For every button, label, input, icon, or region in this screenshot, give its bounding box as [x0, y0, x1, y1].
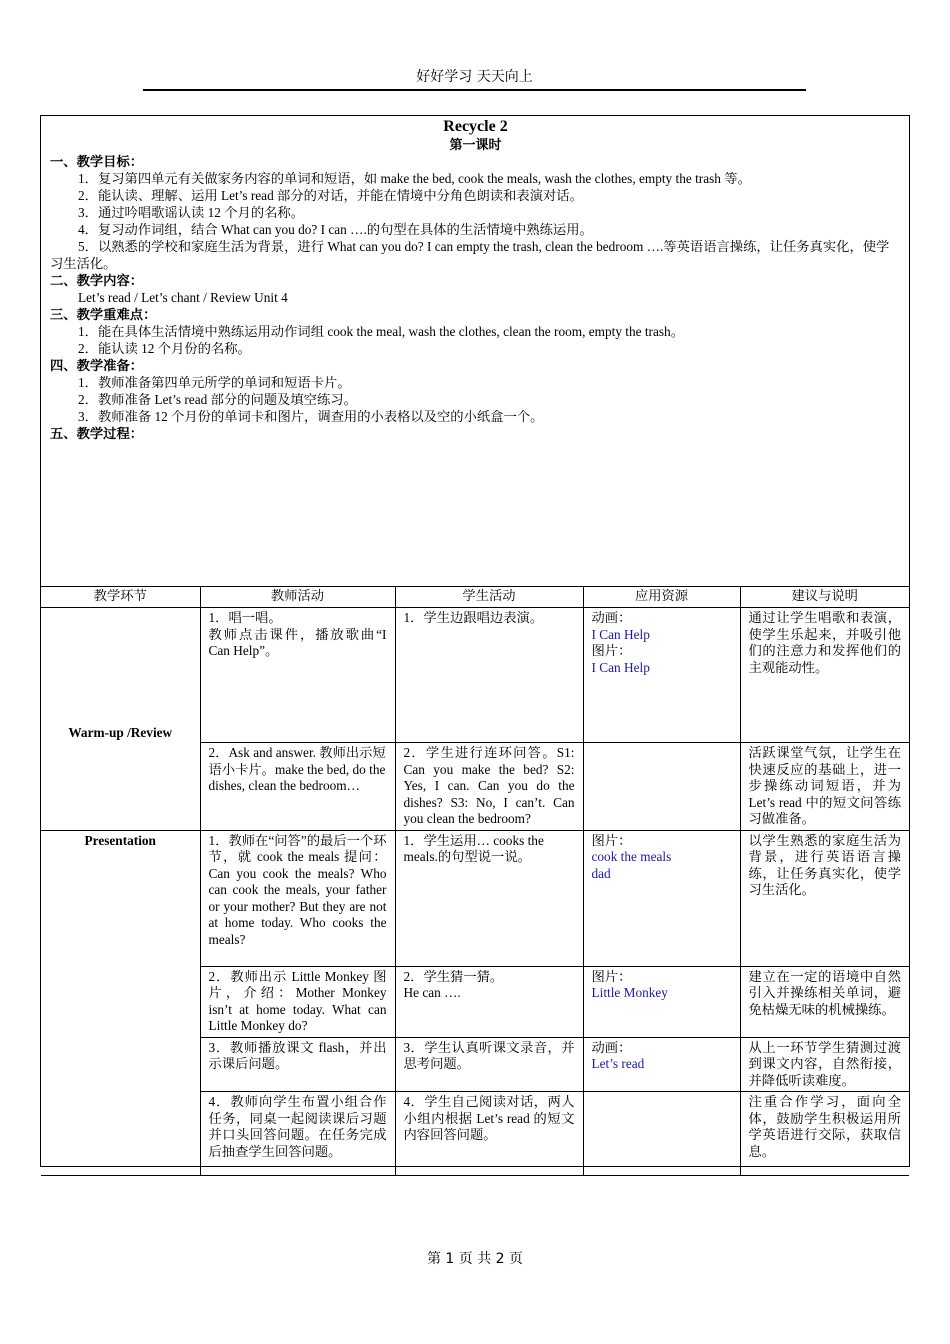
teaching-process-table: [41, 587, 909, 1176]
student-activity: 1．学生边跟唱边表演。: [395, 608, 583, 743]
note-cell: 注重合作学习，面向全体，鼓励学生积极运用所学英语进行交际，获取信息。: [740, 1092, 909, 1176]
resource-cell: [583, 743, 740, 831]
student-activity: [395, 966, 583, 1037]
student-activity: 1．学生运用… cooks the meals.的句型说一说。: [395, 830, 583, 966]
resource-label: 动画：: [591, 610, 632, 625]
col-header-teacher: 教师活动: [200, 587, 395, 608]
resource-cell: [583, 1092, 740, 1176]
resource-link[interactable]: cook the meals: [591, 849, 672, 864]
resource-cell: [583, 1037, 740, 1092]
table-header-row: [41, 587, 909, 608]
resource-label: 图片：: [591, 643, 632, 658]
note-cell: 通过让学生唱歌和表演，使学生乐起来，并吸引他们的注意力和发挥他们的主观能动性。: [740, 608, 909, 743]
stage-warmup: [41, 608, 200, 831]
student-activity: 2．学生进行连环问答。S1: Can you make the bed? S2: Yes, I can. Can you do the dishes? S3: No, I can’t. Can you clean the bedroom?: [395, 743, 583, 831]
col-header-resource: 应用资源: [583, 587, 740, 608]
teacher-activity: 1．教师在“问答”的最后一个环节，就 cook the meals 提问：Can you cook the meals? Who can cook the meals, your father or your mother? But they are not at home today. Who cooks the meals?: [200, 830, 395, 966]
key-point-item: 2．能认读 12 个月份的名称。: [78, 341, 251, 356]
stage-label: Presentation: [84, 832, 156, 848]
student-activity: 3．学生认真听课文录音，并思考问题。: [395, 1037, 583, 1092]
objective-item: 4．复习动作词组，结合 What can you do? I can ….的句型在具体的生活情境中熟练运用。: [78, 222, 593, 237]
resource-cell: [583, 830, 740, 966]
note-cell: 建立在一定的语境中自然引入并操练相关单词，避免枯燥无味的机械操练。: [740, 966, 909, 1037]
page-footer: 第 1 页 共 2 页: [426, 1251, 524, 1267]
key-point-item: 1．能在具体生活情境中熟练运用动作词组 cook the meal, wash the clothes, clean the room, empty the trash。: [78, 324, 685, 339]
note-cell: 从上一环节学生猜测过渡到课文内容，自然衔接，并降低听读难度。: [740, 1037, 909, 1092]
resource-label: 动画：: [591, 1039, 632, 1055]
student-activity-text: 2．学生猜一猜。 He can ….: [403, 968, 504, 1000]
section-heading-content: 二、教学内容：: [50, 273, 144, 288]
preparation-item: 1．教师准备第四单元所学的单词和短语卡片。: [78, 375, 351, 390]
section-heading-process: 五、教学过程：: [50, 426, 144, 441]
resource-label: 图片：: [591, 832, 632, 848]
resource-link[interactable]: Little Monkey: [591, 985, 668, 1000]
teacher-activity: 4．教师向学生布置小组合作任务，同桌一起阅读课后习题并口头回答问题。在任务完成后抽查学生回答问题。: [200, 1092, 395, 1176]
resource-link[interactable]: dad: [591, 865, 611, 881]
col-header-stage: 教学环节: [41, 587, 200, 608]
objective-item: 3．通过吟唱歌谣认读 12 个月的名称。: [78, 205, 305, 220]
teacher-activity-text: 1．唱一唱。 教师点击课件，播放歌曲“I Can Help”。: [208, 610, 387, 658]
resource-link[interactable]: I Can Help: [591, 659, 650, 675]
lesson-document: [40, 115, 910, 1167]
page-header: 好好学习 天天向上: [143, 66, 806, 91]
col-header-note: 建议与说明: [740, 587, 909, 608]
student-activity: 4．学生自己阅读对话，两人小组内根据 Let’s read 的短文内容回答问题。: [395, 1092, 583, 1176]
preparation-item: 3．教师准备 12 个月份的单词卡和图片，调查用的小表格以及空的小纸盒一个。: [78, 409, 544, 424]
resource-link[interactable]: Let’s read: [591, 1056, 645, 1071]
teacher-activity: 2．教师出示 Little Monkey 图片，介绍：Mother Monkey isn’t at home today. What can Little Monkey do?: [200, 966, 395, 1037]
lesson-intro: [41, 116, 909, 587]
objective-item: 2．能认读、理解、运用 Let’s read 部分的对话，并能在情境中分角色朗读和表演对话。: [78, 188, 583, 203]
teacher-activity: [200, 608, 395, 743]
section-heading-preparation: 四、教学准备：: [50, 358, 144, 373]
preparation-item: 2．教师准备 Let’s read 部分的问题及填空练习。: [78, 392, 357, 407]
content-item: Let’s read / Let’s chant / Review Unit 4: [78, 290, 288, 305]
table-row: [41, 830, 909, 966]
teacher-activity: 2．Ask and answer. 教师出示短语小卡片。make the bed, do the dishes, clean the bedroom…: [200, 743, 395, 831]
section-heading-key-points: 三、教学重难点：: [50, 307, 157, 322]
note-cell: 以学生熟悉的家庭生活为背景，进行英语语言操练，让任务真实化，使学习生活化。: [740, 830, 909, 966]
stage-label: Warm-up /Review: [68, 724, 173, 740]
lesson-subtitle: 第一课时: [449, 137, 502, 152]
objective-item: 5．以熟悉的学校和家庭生活为背景，进行 What can you do? I can empty the trash, clean the bedroom ….等英语语言操练，让任务真实化，使学习生活化。: [50, 239, 890, 271]
teacher-activity: 3．教师播放课文 flash，并出示课后问题。: [200, 1037, 395, 1092]
section-heading-objectives: 一、教学目标：: [50, 154, 144, 169]
stage-presentation: [41, 830, 200, 1176]
col-header-student: 学生活动: [395, 587, 583, 608]
note-cell: 活跃课堂气氛，让学生在快速反应的基础上，进一步操练动词短语，并为 Let’s read 中的短文问答练习做准备。: [740, 743, 909, 831]
resource-link[interactable]: I Can Help: [591, 626, 650, 642]
resource-cell: [583, 608, 740, 743]
lesson-title: Recycle 2: [443, 118, 508, 135]
resource-cell: [583, 966, 740, 1037]
resource-label: 图片：: [591, 968, 632, 984]
table-row: [41, 608, 909, 743]
objective-item: 1．复习第四单元有关做家务内容的单词和短语，如 make the bed, cook the meals, wash the clothes, empty the trash 等。: [78, 171, 751, 186]
